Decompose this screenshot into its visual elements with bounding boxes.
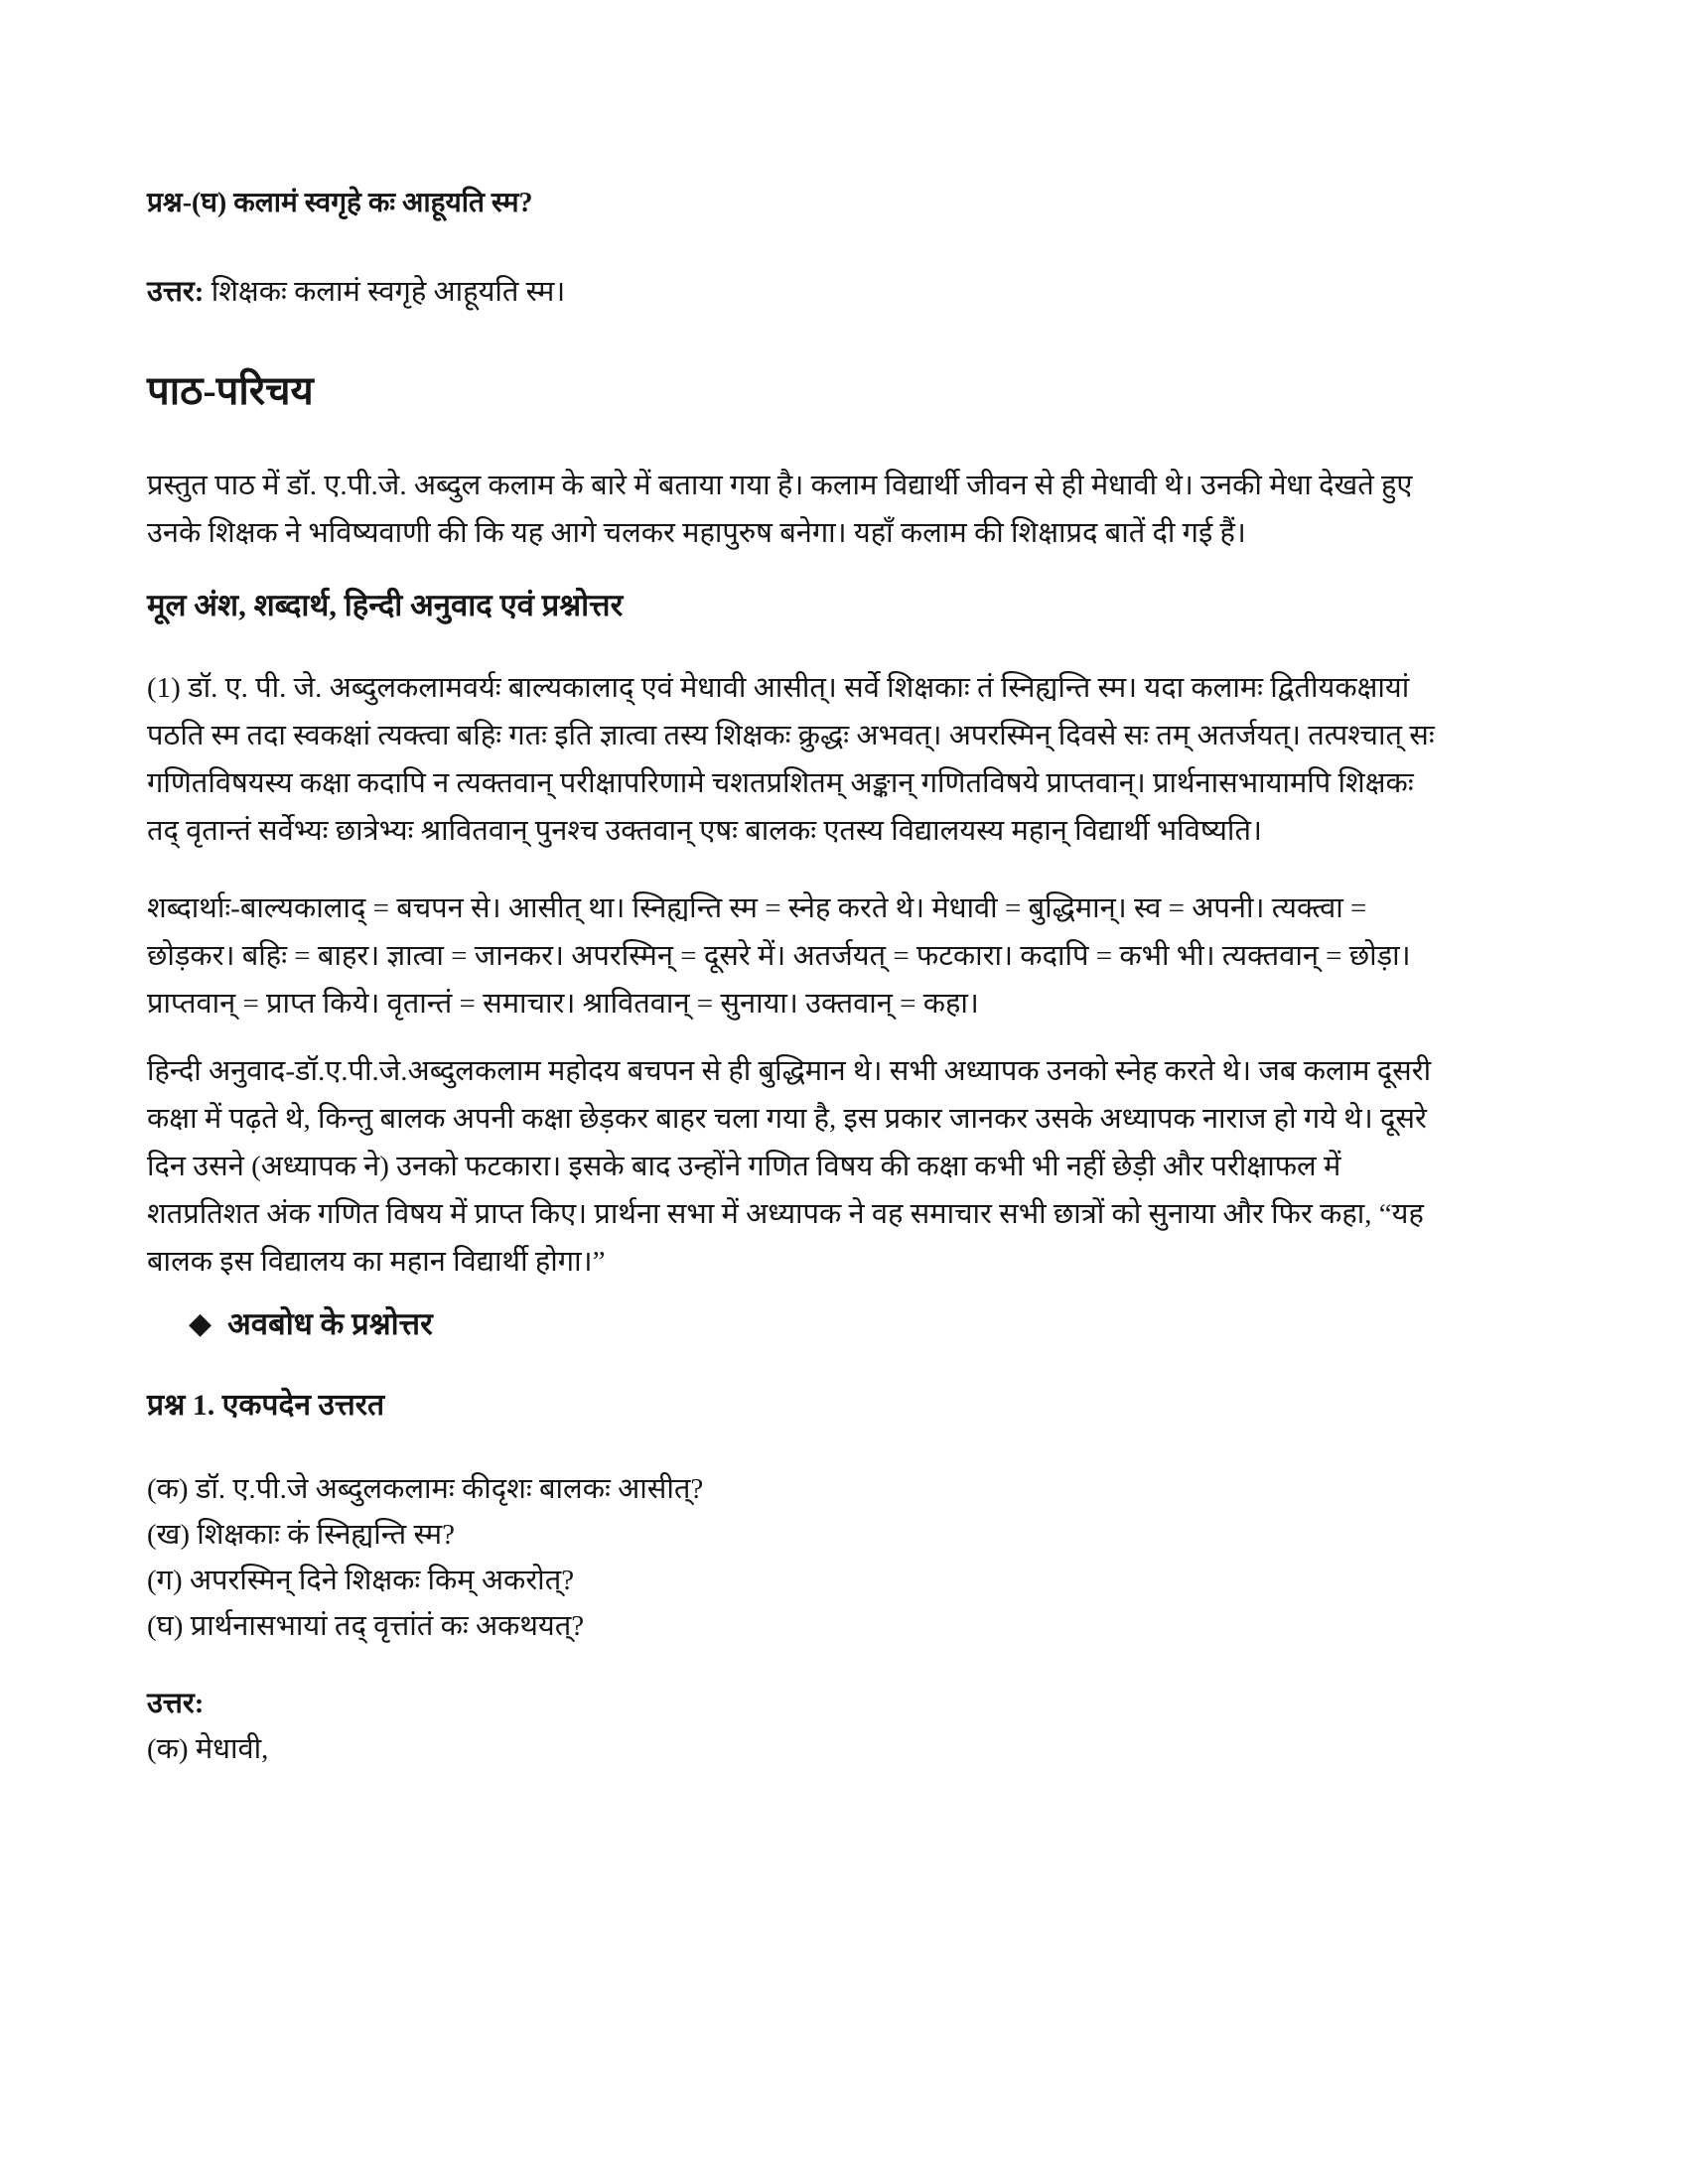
answer-item-ka: (क) मेधावी, bbox=[147, 1733, 269, 1765]
comprehension-heading bbox=[147, 1300, 1452, 1348]
top-answer-text: शिक्षकः कलामं स्वगृहे आहूयति स्म। bbox=[211, 276, 566, 308]
question-list bbox=[147, 1466, 1452, 1649]
question-item-ga: (ग) अपरस्मिन् दिने शिक्षकः किम् अकरोत्? bbox=[147, 1565, 575, 1596]
question-1-heading: प्रश्न 1. एकपदेन उत्तरत bbox=[147, 1389, 385, 1422]
sanskrit-passage: (1) डॉ. ए. पी. जे. अब्दुलकलामवर्यः बाल्यकालाद् एवं मेधावी आसीत्। सर्वे शिक्षकाः तं स्निह्यन्ति स्म। यदा कलामः द्वितीयकक्षायां पठति स्म तदा स्वकक्षां त्यक्त्वा बहिः गतः इति ज्ञात्वा तस्य शिक्षकः क्रुद्धः अभवत्। अपरस्मिन् दिवसे सः तम् अतर्जयत्। तत्पश्चात् सः गणितविषयस्य कक्षा कदापि न त्यक्तवान् परीक्षापरिणामे चशतप्रशितम् अङ्कान् गणितविषये प्राप्तवान्। प्रार्थनासभायामपि शिक्षकः तद् वृतान्तं सर्वेभ्यः छात्रेभ्यः श्रावितवान् पुनश्च उक्तवान् एषः बालकः एतस्य विद्यालयस्य महान् विद्यार्थी भविष्यति। bbox=[147, 672, 1435, 847]
word-meanings-paragraph: शब्दार्थाः-बाल्यकालाद् = बचपन से। आसीत् था। स्निह्यन्ति स्म = स्नेह करते थे। मेधावी = बुद्धिमान्। स्व = अपनी। त्यक्त्वा = छोड़कर। बहिः = बाहर। ज्ञात्वा = जानकर। अपरस्मिन् = दूसरे में। अतर्जयत् = फटकारा। कदापि = कभी भी। त्यक्तवान् = छोड़ा। प्राप्तवान् = प्राप्त किये। वृतान्तं = समाचार। श्रावितवान् = सुनाया। उक्तवान् = कहा। bbox=[147, 892, 1411, 1020]
section-title: पाठ-परिचय bbox=[147, 368, 314, 413]
diamond-bullet-icon: ◆ bbox=[189, 1307, 212, 1340]
top-question: प्रश्न-(घ) कलामं स्वगृहे कः आहूयति स्म? bbox=[147, 188, 533, 218]
intro-paragraph: प्रस्तुत पाठ में डॉ. ए.पी.जे. अब्दुल कलाम के बारे में बताया गया है। कलाम विद्यार्थी जीवन से ही मेधावी थे। उनकी मेधा देखते हुए उनके शिक्षक ने भविष्यवाणी की कि यह आगे चलकर महापुरुष बनेगा। यहाँ कलाम की शिक्षाप्रद बातें दी गई हैं। bbox=[147, 470, 1413, 549]
answer-section-label: उत्तर: bbox=[147, 1688, 205, 1719]
comprehension-heading-label: अवबोध के प्रश्नोत्तर bbox=[227, 1306, 433, 1341]
top-answer-label: उत्तर: bbox=[147, 276, 205, 308]
hindi-translation-paragraph: हिन्दी अनुवाद-डॉ.ए.पी.जे.अब्दुलकलाम महोदय बचपन से ही बुद्धिमान थे। सभी अध्यापक उनको स्नेह करते थे। जब कलाम दूसरी कक्षा में पढ़ते थे, किन्तु बालक अपनी कक्षा छेड़कर बाहर चला गया है, इस प्रकार जानकर उसके अध्यापक नाराज हो गये थे। दूसरे दिन उसने (अध्यापक ने) उनको फटकारा। इसके बाद उन्होंने गणित विषय की कक्षा कभी भी नहीं छेड़ी और परीक्षाफल में शतप्रतिशत अंक गणित विषय में प्राप्त किए। प्रार्थना सभा में अध्यापक ने वह समाचार सभी छात्रों को सुनाया और फिर कहा, “यह बालक इस विद्यालय का महान विद्यार्थी होगा।” bbox=[147, 1055, 1432, 1278]
question-item-kha: (ख) शिक्षकाः कं स्निह्यन्ति स्म? bbox=[147, 1519, 455, 1551]
question-item-ka: (क) डॉ. ए.पी.जे अब्दुलकलामः कीदृशः बालकः आसीत्? bbox=[147, 1473, 704, 1505]
top-answer bbox=[147, 268, 1452, 316]
question-item-gha: (घ) प्रार्थनासभायां तद् वृत्तांतं कः अकथयत्? bbox=[147, 1610, 585, 1642]
passage-subheading: मूल अंश, शब्दार्थ, हिन्दी अनुवाद एवं प्रश्नोत्तर bbox=[147, 588, 624, 622]
